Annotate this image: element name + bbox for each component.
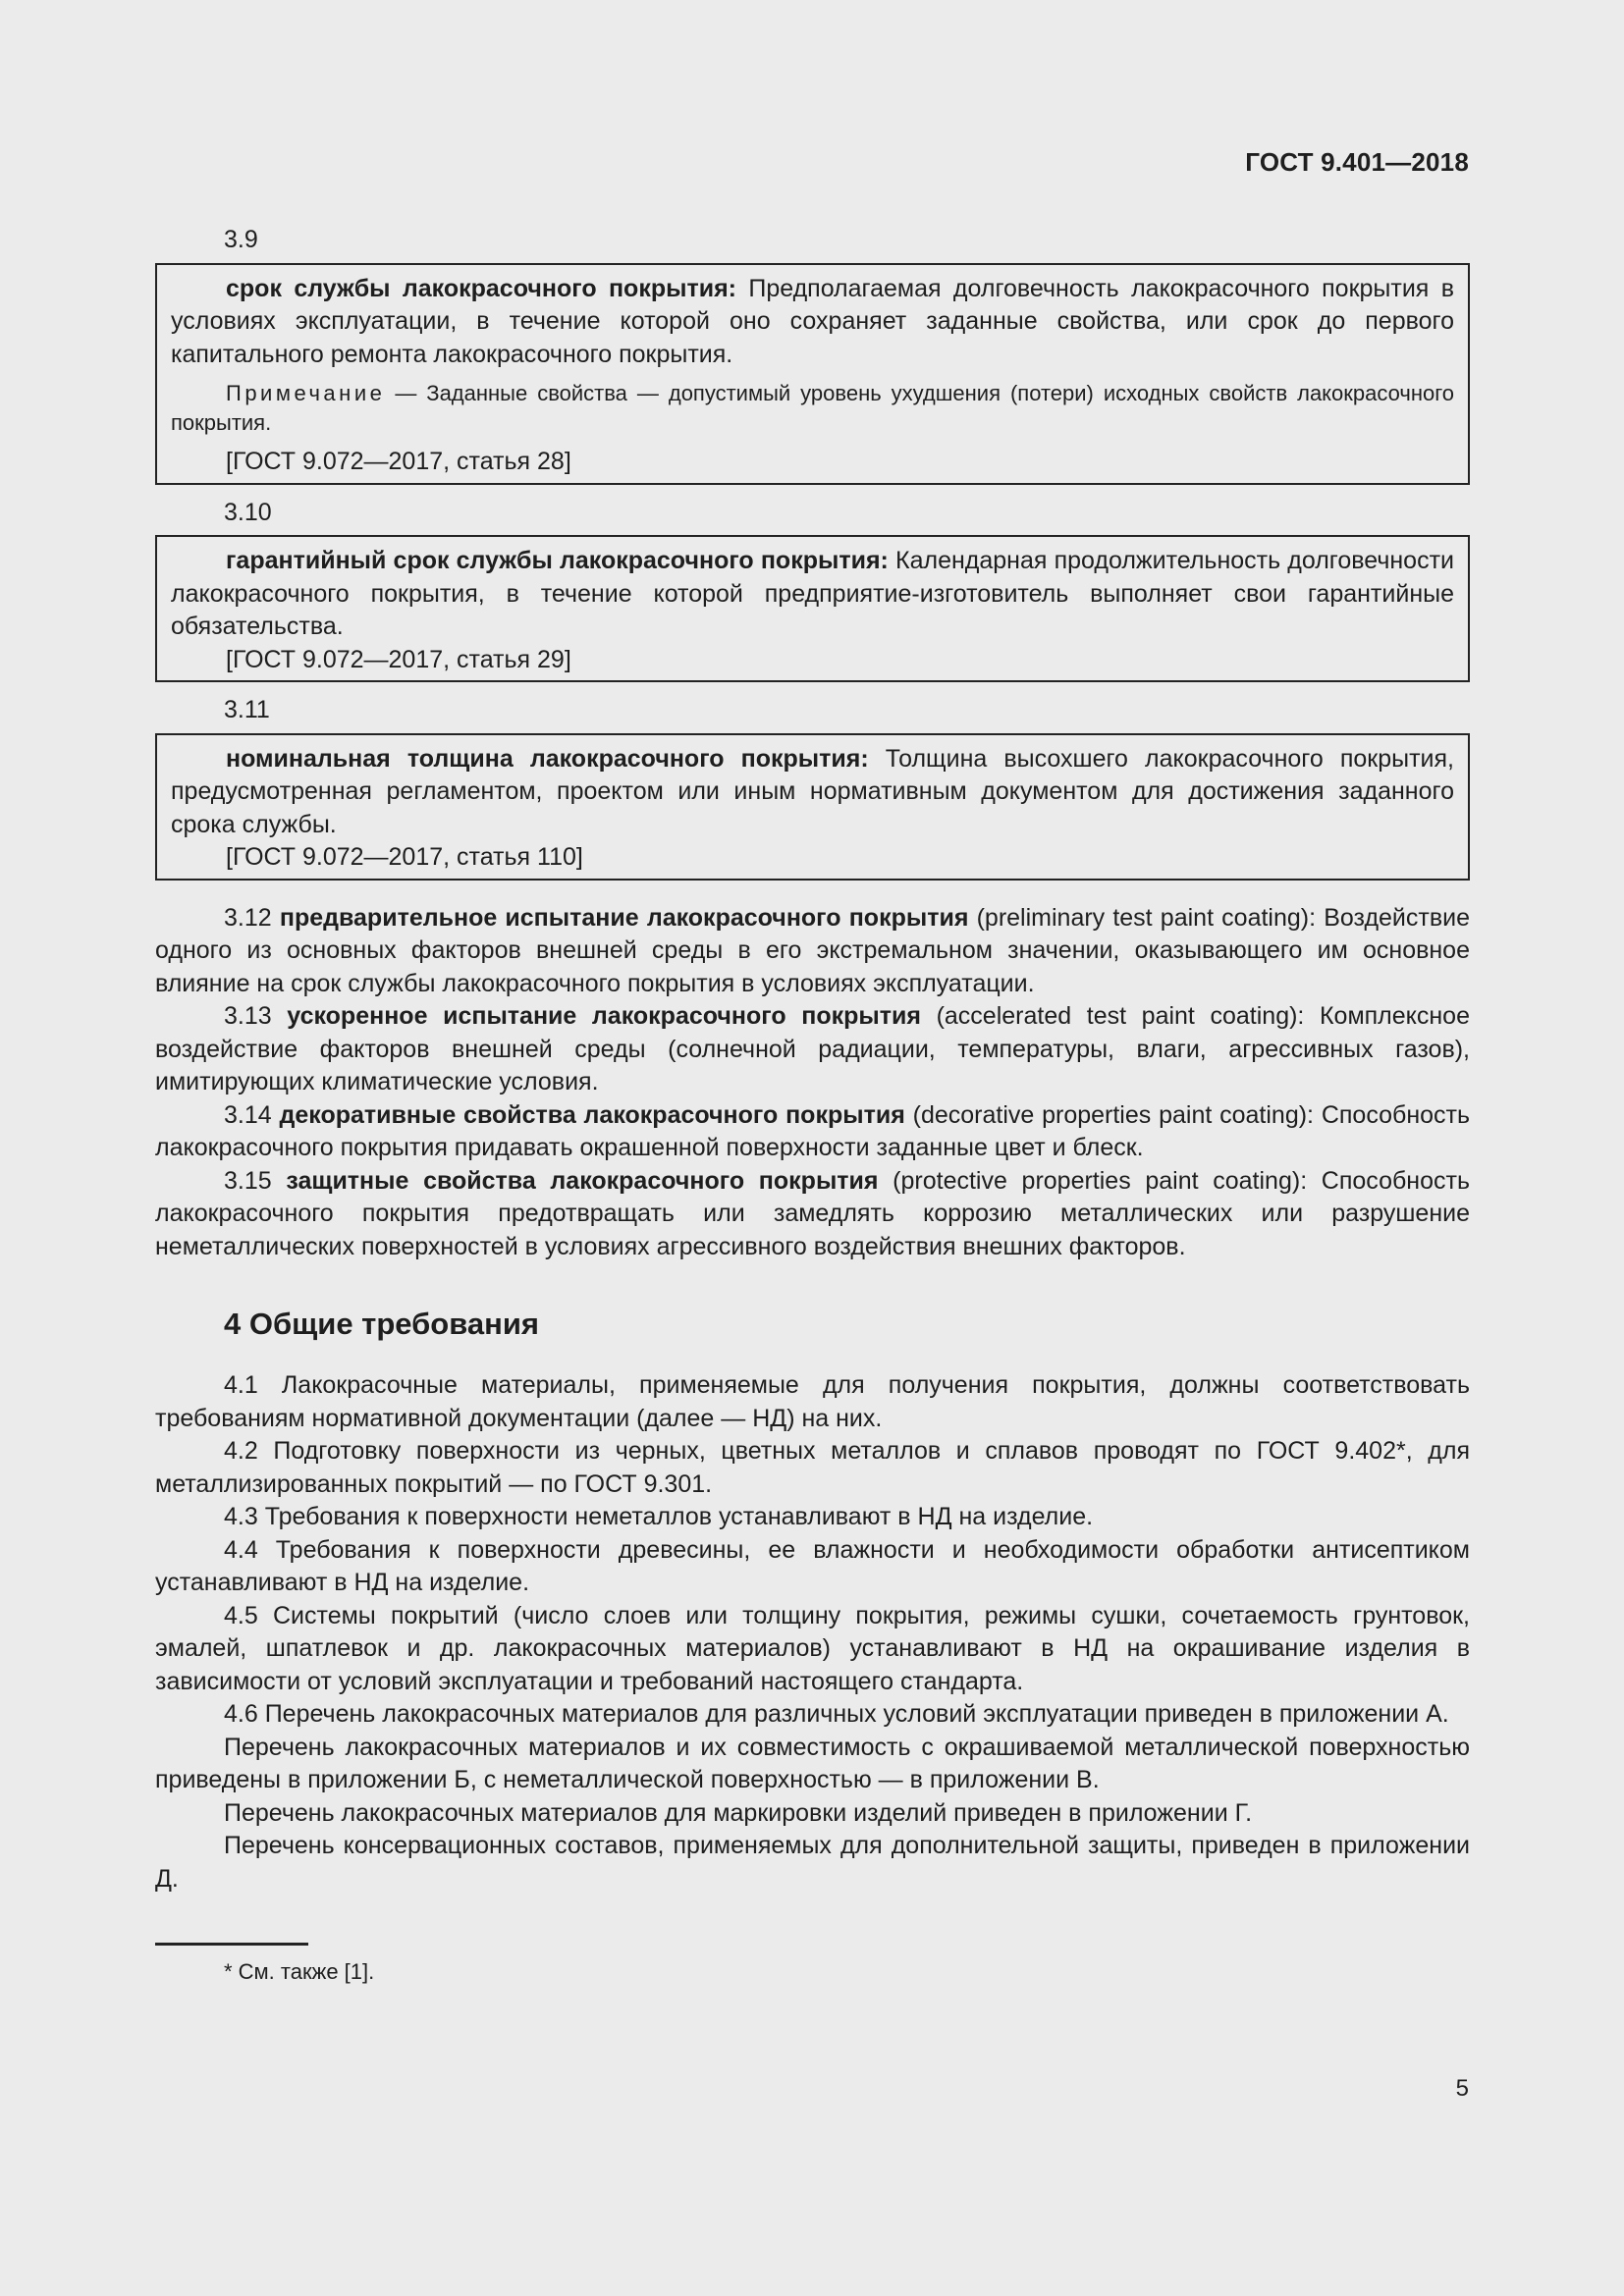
definition-paragraph <box>155 1000 1470 1099</box>
footnote: * См. также [1]. <box>224 1959 375 1984</box>
footnote-divider <box>155 1943 308 1946</box>
note-text: — Заданные свойства — допустимый уровень ухудшения (потери) исходных свойств лакокрасочного покрытия. <box>171 381 1454 435</box>
term-definition <box>171 273 1454 372</box>
term-title: срок службы лакокрасочного покрытия: <box>226 274 736 302</box>
section-paragraph: 4.5 Системы покрытий (число слоев или толщину покрытия, режимы сушки, сочетаемость грунтовок, эмалей, шпатлевок и др. лакокрасочных материалов) устанавливают в НД на окрашивание изделия в зависимости от условий эксплуатации и требований настоящего стандарта. <box>155 1601 1470 1695</box>
def-text: (protective properties paint coating): Способность лакокрасочного покрытия предотвращать или замедлять коррозию металлических или разрушение неметаллических поверхностей в условиях агрессивного воздействия внешних факторов. <box>155 1166 1470 1260</box>
def-number: 3.15 <box>224 1166 272 1195</box>
section-paragraph: 4.6 Перечень лакокрасочных материалов для различных условий эксплуатации приведен в приложении А. <box>224 1700 1449 1728</box>
def-text: (preliminary test paint coating): Воздействие одного из основных факторов внешней среды в его экстремальном значении, оказывающего им основное влияние на срок службы лакокрасочного покрытия в условиях эксплуатации. <box>155 903 1471 997</box>
term-number: 3.10 <box>224 498 272 526</box>
def-term: декоративные свойства лакокрасочного покрытия <box>279 1100 905 1129</box>
term-box <box>155 733 1470 881</box>
term-note <box>171 379 1454 438</box>
section-paragraph: Перечень консервационных составов, применяемых для дополнительной защиты, приведен в приложении Д. <box>155 1832 1470 1893</box>
section-paragraph: 4.1 Лакокрасочные материалы, применяемые для получения покрытия, должны соответствовать требованиям нормативной документации (далее — НД) на них. <box>155 1371 1470 1432</box>
page-number: 5 <box>1455 2075 1469 2102</box>
def-number: 3.14 <box>224 1100 272 1129</box>
term-text: Календарная продолжительность долговечности лакокрасочного покрытия, в течение которой предприятие-изготовитель выполняет свои гарантийные обязательства. <box>171 547 1455 640</box>
section-paragraph: 4.3 Требования к поверхности неметаллов устанавливают в НД на изделие. <box>224 1503 1094 1530</box>
section-paragraph: 4.4 Требования к поверхности древесины, ее влажности и необходимости обработки антисептиком устанавливают в НД на изделие. <box>155 1535 1470 1596</box>
term-definition <box>171 743 1454 842</box>
term-box <box>155 263 1470 485</box>
term-source: [ГОСТ 9.072—2017, статья 29] <box>226 645 571 673</box>
content-column <box>155 224 1470 1989</box>
term-title: номинальная толщина лакокрасочного покрытия: <box>226 744 869 773</box>
definition-paragraph <box>155 1165 1470 1264</box>
def-term: защитные свойства лакокрасочного покрытия <box>286 1166 879 1195</box>
term-text: Толщина высохшего лакокрасочного покрытия, предусмотренная регламентом, проектом или иным нормативным документом для достижения заданного срока службы. <box>171 744 1454 838</box>
term-number: 3.9 <box>224 226 258 253</box>
note-label: Примечание <box>226 381 386 405</box>
term-number: 3.11 <box>224 696 270 723</box>
definition-paragraph <box>155 902 1470 1001</box>
term-source: [ГОСТ 9.072—2017, статья 28] <box>226 448 571 475</box>
term-text: Предполагаемая долговечность лакокрасочного покрытия в условиях эксплуатации, в течение которой оно сохраняет заданные свойства, или срок до первого капитального ремонта лакокрасочного покрытия. <box>171 274 1454 368</box>
term-box <box>155 535 1470 682</box>
term-title: гарантийный срок службы лакокрасочного покрытия: <box>226 547 889 574</box>
def-text: (accelerated test paint coating): Комплексное воздействие факторов внешней среды (солнечной радиации, температуры, влаги, агрессивных газов), имитирующих климатические условия. <box>155 1002 1470 1095</box>
def-term: ускоренное испытание лакокрасочного покрытия <box>287 1002 921 1030</box>
def-text: (decorative properties paint coating): Способность лакокрасочного покрытия придавать окрашенной поверхности заданные цвет и блеск. <box>155 1100 1471 1161</box>
term-definition <box>171 545 1454 644</box>
section-paragraph: Перечень лакокрасочных материалов и их совместимость с окрашиваемой металлической поверхностью приведены в приложении Б, с неметаллической поверхностью — в приложении В. <box>155 1733 1470 1793</box>
section-paragraph: 4.2 Подготовку поверхности из черных, цветных металлов и сплавов проводят по ГОСТ 9.402*, для металлизированных покрытий — по ГОСТ 9.301. <box>155 1437 1470 1498</box>
def-term: предварительное испытание лакокрасочного покрытия <box>279 903 969 932</box>
section-paragraph: Перечень лакокрасочных материалов для маркировки изделий приведен в приложении Г. <box>224 1798 1253 1827</box>
doc-code-header: ГОСТ 9.401—2018 <box>1245 147 1469 177</box>
definition-paragraph <box>155 1099 1470 1165</box>
section-heading: 4 Общие требования <box>224 1307 539 1341</box>
term-source: [ГОСТ 9.072—2017, статья 110] <box>226 843 583 871</box>
def-number: 3.12 <box>224 903 272 932</box>
def-number: 3.13 <box>224 1002 272 1030</box>
